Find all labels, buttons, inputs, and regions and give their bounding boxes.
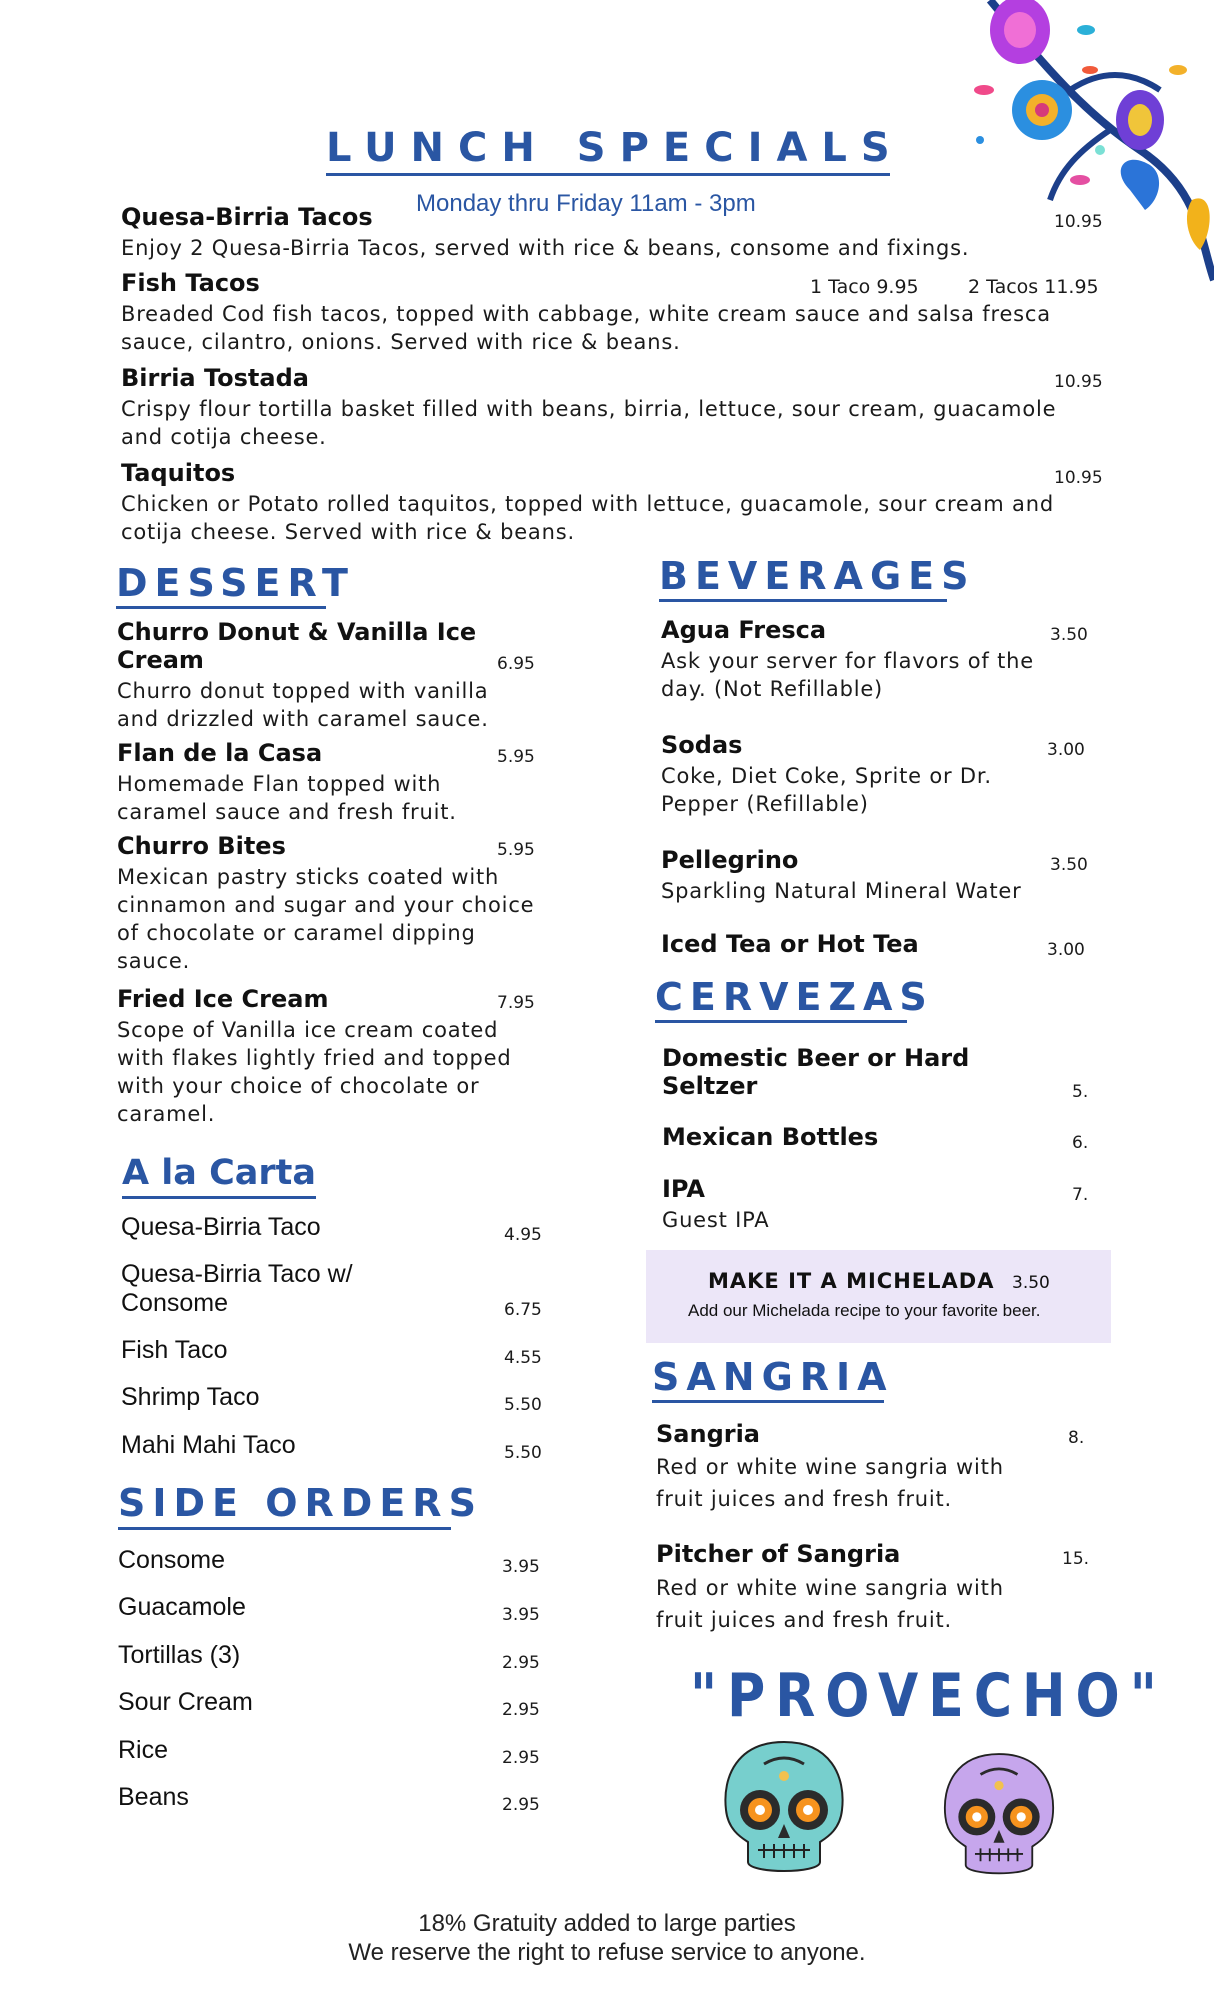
dessert-item-price: 7.95 bbox=[497, 993, 535, 1013]
lunch-specials-subtitle: Monday thru Friday 11am - 3pm bbox=[416, 190, 756, 217]
side-item-price: 2.95 bbox=[502, 1748, 540, 1768]
sangria-title: SANGRIA bbox=[652, 1356, 884, 1403]
lunch-item-price: 2 Tacos 11.95 bbox=[968, 276, 1099, 298]
dessert-item-name: Churro Donut & Vanilla Ice Cream bbox=[117, 618, 477, 674]
carta-item-price: 6.75 bbox=[504, 1300, 542, 1320]
dessert-title: DESSERT bbox=[116, 562, 326, 609]
side-item-name: Guacamole bbox=[118, 1593, 246, 1621]
carta-item-name: Fish Taco bbox=[121, 1336, 228, 1364]
lunch-item-name: Quesa-Birria Tacos bbox=[121, 203, 373, 231]
dessert-item-price: 5.95 bbox=[497, 747, 535, 767]
dessert-item-name: Flan de la Casa bbox=[117, 739, 323, 767]
lunch-item-price: 10.95 bbox=[1054, 468, 1103, 488]
lunch-item-desc: Enjoy 2 Quesa-Birria Tacos, served with rice & beans, consome and fixings. bbox=[121, 236, 970, 260]
beverage-item-price: 3.00 bbox=[1047, 940, 1085, 960]
dessert-item-name: Fried Ice Cream bbox=[117, 985, 329, 1013]
lunch-item-price: 1 Taco 9.95 bbox=[810, 276, 919, 298]
lunch-item-desc: Crispy flour tortilla basket filled with beans, birria, lettuce, sour cream, guacamole and cotija cheese. bbox=[121, 397, 1057, 449]
lunch-item-price: 10.95 bbox=[1054, 372, 1103, 392]
footer-refuse-service: We reserve the right to refuse service to anyone. bbox=[348, 1939, 866, 1966]
cerveza-item-price: 7. bbox=[1072, 1185, 1089, 1205]
carta-item-price: 4.95 bbox=[504, 1225, 542, 1245]
sangria-item-name: Pitcher of Sangria bbox=[656, 1540, 901, 1568]
michelada-price: 3.50 bbox=[1012, 1273, 1050, 1293]
beverage-item-name: Agua Fresca bbox=[661, 616, 827, 644]
carta-item-name: Quesa-Birria Taco w/ Consome bbox=[121, 1260, 353, 1317]
cerveza-item-price: 6. bbox=[1072, 1133, 1089, 1153]
side-orders-title: SIDE ORDERS bbox=[118, 1481, 451, 1530]
dessert-item-desc: Homemade Flan topped with caramel sauce and fresh fruit. bbox=[117, 772, 457, 824]
side-item-price: 2.95 bbox=[502, 1700, 540, 1720]
cerveza-item-name: Domestic Beer or Hard Seltzer bbox=[662, 1044, 970, 1100]
lunch-specials-title: LUNCH SPECIALS bbox=[326, 125, 890, 176]
lunch-item-name: Fish Tacos bbox=[121, 269, 260, 297]
michelada-desc: Add our Michelada recipe to your favorite beer. bbox=[688, 1301, 1041, 1320]
sangria-item-desc: Red or white wine sangria with fruit juices and fresh fruit. bbox=[656, 1576, 1004, 1632]
sangria-item-desc: Red or white wine sangria with fruit juices and fresh fruit. bbox=[656, 1455, 1004, 1511]
dessert-item-desc: Mexican pastry sticks coated with cinnamon and sugar and your choice of chocolate or caramel dipping sauce. bbox=[117, 865, 535, 973]
michelada-box bbox=[646, 1250, 1111, 1343]
side-item-name: Beans bbox=[118, 1783, 189, 1811]
side-item-price: 2.95 bbox=[502, 1795, 540, 1815]
carta-item-name: Mahi Mahi Taco bbox=[121, 1431, 296, 1459]
beverage-item-price: 3.50 bbox=[1050, 625, 1088, 645]
carta-item-name: Shrimp Taco bbox=[121, 1383, 260, 1411]
beverage-item-desc: Sparkling Natural Mineral Water bbox=[661, 879, 1022, 903]
beverage-item-name: Iced Tea or Hot Tea bbox=[661, 930, 919, 958]
dessert-item-desc: Scope of Vanilla ice cream coated with flakes lightly fried and topped with your choice of chocolate or caramel. bbox=[117, 1018, 512, 1126]
lunch-item-name: Taquitos bbox=[121, 459, 236, 487]
side-item-price: 3.95 bbox=[502, 1605, 540, 1625]
sangria-item-price: 15. bbox=[1062, 1549, 1090, 1569]
dessert-item-price: 6.95 bbox=[497, 654, 535, 674]
beverage-item-price: 3.50 bbox=[1050, 855, 1088, 875]
lunch-item-desc: Chicken or Potato rolled taquitos, topped with lettuce, guacamole, sour cream and cotija cheese. Served with rice & beans. bbox=[121, 492, 1054, 544]
carta-item-price: 4.55 bbox=[504, 1348, 542, 1368]
lavender-sugar-skull-icon bbox=[938, 1750, 1060, 1882]
beverages-title: BEVERAGES bbox=[659, 555, 947, 602]
beverage-item-name: Sodas bbox=[661, 731, 743, 759]
beverage-item-name: Pellegrino bbox=[661, 846, 799, 874]
side-item-name: Sour Cream bbox=[118, 1688, 253, 1716]
beverage-item-price: 3.00 bbox=[1047, 740, 1085, 760]
cervezas-title: CERVEZAS bbox=[655, 976, 907, 1023]
lunch-item-price: 10.95 bbox=[1054, 212, 1103, 232]
dessert-item-price: 5.95 bbox=[497, 840, 535, 860]
side-item-name: Rice bbox=[118, 1736, 169, 1764]
lunch-item-desc: Breaded Cod fish tacos, topped with cabbage, white cream sauce and salsa fresca sauce, cilantro, onions. Served with rice & beans. bbox=[121, 302, 1051, 354]
beverage-item-desc: Coke, Diet Coke, Sprite or Dr. Pepper (Refillable) bbox=[661, 764, 992, 816]
cerveza-item-name: IPA bbox=[662, 1175, 705, 1203]
side-item-price: 2.95 bbox=[502, 1653, 540, 1673]
side-item-name: Consome bbox=[118, 1546, 225, 1574]
cerveza-item-desc: Guest IPA bbox=[662, 1208, 770, 1232]
sangria-item-price: 8. bbox=[1068, 1428, 1085, 1448]
dessert-item-desc: Churro donut topped with vanilla and drizzled with caramel sauce. bbox=[117, 679, 489, 731]
carta-item-price: 5.50 bbox=[504, 1395, 542, 1415]
provecho-text: "PROVECHO" bbox=[690, 1662, 1167, 1731]
cerveza-item-name: Mexican Bottles bbox=[662, 1123, 879, 1151]
side-item-price: 3.95 bbox=[502, 1557, 540, 1577]
a-la-carta-title: A la Carta bbox=[122, 1152, 316, 1199]
side-item-name: Tortillas (3) bbox=[118, 1641, 241, 1669]
beverage-item-desc: Ask your server for flavors of the day. (Not Refillable) bbox=[661, 649, 1034, 701]
sangria-item-name: Sangria bbox=[656, 1420, 761, 1448]
lunch-item-name: Birria Tostada bbox=[121, 364, 309, 392]
cerveza-item-price: 5. bbox=[1072, 1082, 1089, 1102]
dessert-item-name: Churro Bites bbox=[117, 832, 286, 860]
carta-item-name: Quesa-Birria Taco bbox=[121, 1213, 321, 1241]
teal-sugar-skull-icon bbox=[718, 1738, 850, 1880]
footer-gratuity: 18% Gratuity added to large parties bbox=[418, 1910, 796, 1937]
carta-item-price: 5.50 bbox=[504, 1443, 542, 1463]
michelada-title: MAKE IT A MICHELADA bbox=[708, 1269, 995, 1293]
